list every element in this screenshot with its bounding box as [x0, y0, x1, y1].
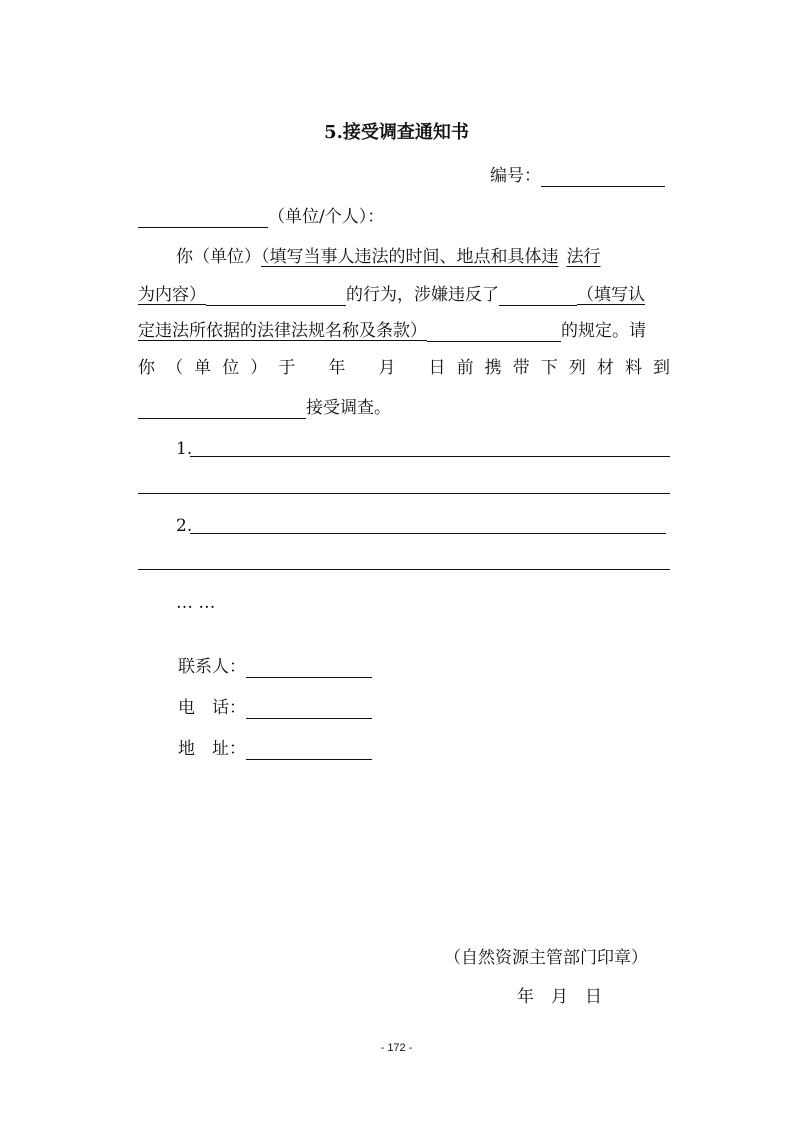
- para-line-4: [138, 357, 670, 379]
- para-char: 下: [540, 358, 558, 378]
- addressee-row: [138, 206, 384, 228]
- item-1-line-2[interactable]: [138, 493, 670, 494]
- para-char: 前: [456, 358, 474, 378]
- addressee-suffix: （单位/个人）：: [268, 207, 385, 227]
- behavior-field[interactable]: [206, 287, 346, 306]
- place-field[interactable]: [138, 400, 306, 419]
- para-text: 的行为，涉嫌违反了: [346, 285, 499, 305]
- para-hint: 定违法所依据的法律法规名称及条款）: [138, 321, 427, 341]
- address-row: [178, 738, 372, 760]
- seal-note: （自然资源主管部门印章）: [444, 948, 648, 968]
- contact-person-row: [178, 656, 372, 678]
- para-line-5: [138, 397, 391, 419]
- para-char: 到: [653, 358, 670, 378]
- para-line-3: [138, 320, 646, 342]
- number-row: [490, 165, 665, 187]
- addressee-field[interactable]: [138, 209, 268, 228]
- contact-person-field[interactable]: [246, 659, 372, 678]
- para-line-1: [176, 246, 601, 268]
- para-line-2: [138, 284, 645, 306]
- number-field[interactable]: [541, 168, 665, 187]
- address-label: 地 址：: [178, 739, 246, 759]
- para-text: 接受调查。: [306, 398, 391, 418]
- para-char: 位: [222, 358, 240, 378]
- address-field[interactable]: [246, 741, 372, 760]
- para-char: 列: [568, 358, 586, 378]
- item-2-label: 2.: [176, 516, 193, 536]
- item-1-label: 1.: [176, 439, 193, 459]
- contact-person-label: 联系人：: [178, 657, 246, 677]
- para-hint: 法行: [566, 247, 601, 267]
- law-field[interactable]: [499, 287, 577, 306]
- item-2-line-2[interactable]: [138, 569, 670, 570]
- ellipsis: … …: [176, 593, 216, 613]
- para-char: 材: [596, 358, 614, 378]
- para-char: 日: [428, 358, 446, 378]
- para-char: 年: [328, 358, 346, 378]
- para-hint: （填写认: [577, 285, 645, 305]
- para-hint: 为内容）: [138, 285, 206, 305]
- page-number: - 172 -: [380, 1042, 413, 1054]
- para-char: （: [166, 358, 184, 378]
- date-line: 年 月 日: [517, 987, 602, 1007]
- para-char: 料: [624, 358, 642, 378]
- phone-field[interactable]: [246, 700, 372, 719]
- para-char: ）: [250, 358, 268, 378]
- para-char: 单: [194, 358, 212, 378]
- para-hint: （填写当事人违法的时间、地点和具体违: [261, 247, 559, 267]
- phone-row: [178, 697, 372, 719]
- para-char: 带: [512, 358, 530, 378]
- para-char: 携: [484, 358, 502, 378]
- para-char: 月: [378, 358, 396, 378]
- page-title: 5.接受调查通知书: [324, 122, 469, 143]
- clause-field[interactable]: [427, 323, 561, 342]
- para-char: 于: [278, 358, 296, 378]
- item-1-line[interactable]: [190, 456, 670, 457]
- para-char: 你: [138, 358, 155, 378]
- para-text: 的规定。请: [561, 321, 646, 341]
- item-2-line[interactable]: [190, 533, 666, 534]
- number-label: 编号：: [490, 166, 541, 186]
- para-text: 你（单位）: [176, 247, 261, 267]
- phone-label: 电 话：: [178, 698, 246, 718]
